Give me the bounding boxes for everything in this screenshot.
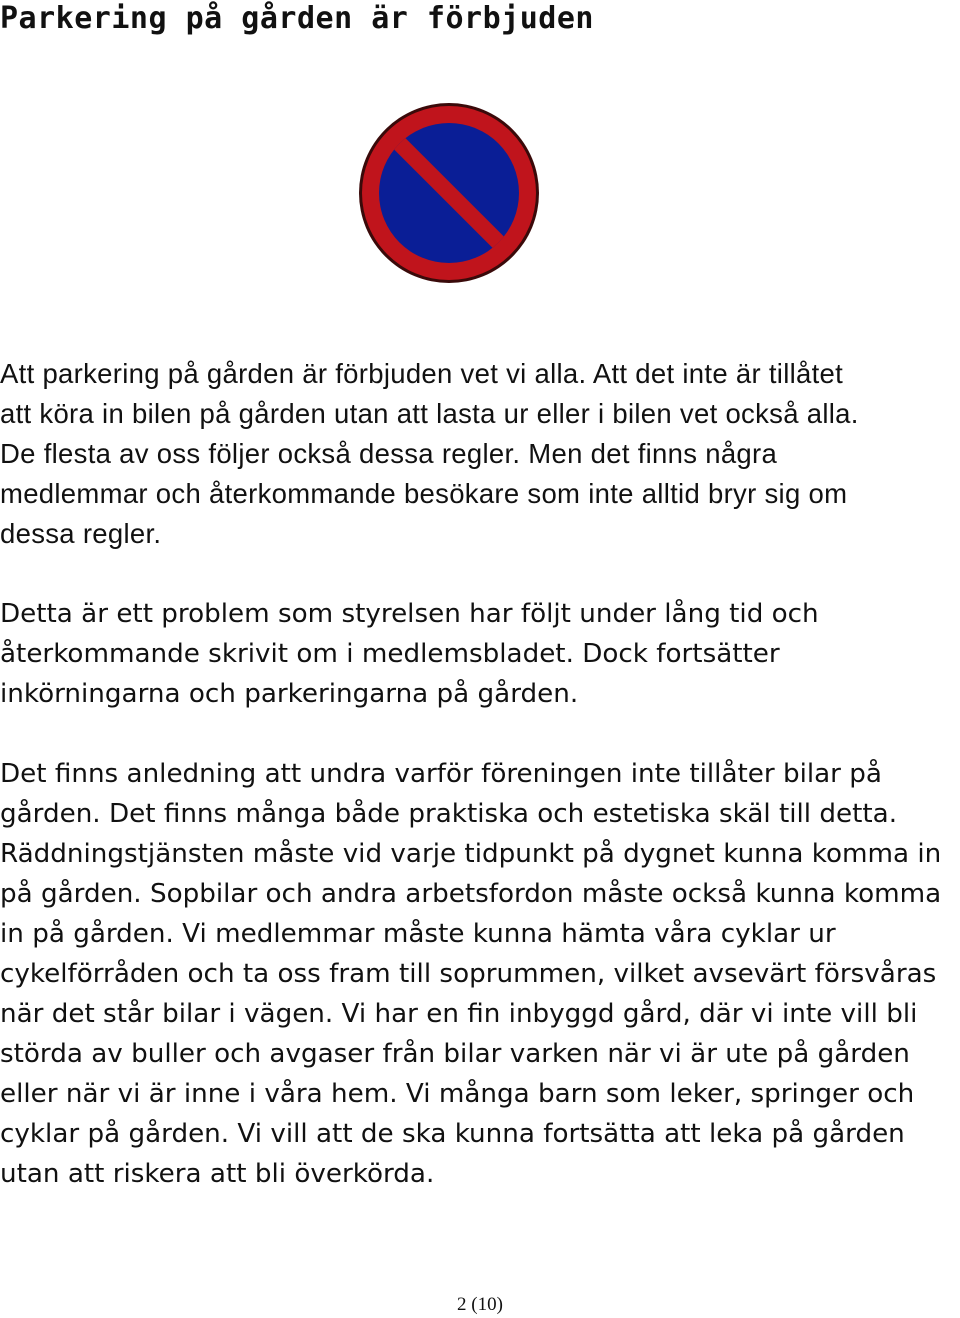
paragraph-line: på gården. Sopbilar och andra arbetsfordon måste också kunna komma xyxy=(0,879,942,909)
paragraph-line: störda av buller och avgaser från bilar varken när vi är ute på gården xyxy=(0,1039,910,1069)
paragraph-intro xyxy=(0,354,960,554)
paragraph-line: gården. Det finns många både praktiska och estetiska skäl till detta. xyxy=(0,799,898,829)
paragraph-line: medlemmar och återkommande besökare som inte alltid bryr sig om xyxy=(0,478,848,509)
paragraph-line: De flesta av oss följer också dessa regler. Men det finns några xyxy=(0,438,778,469)
page-number: 2 (10) xyxy=(457,1294,503,1315)
paragraph-line: Räddningstjänsten måste vid varje tidpunkt på dygnet kunna komma in xyxy=(0,839,942,869)
paragraph-reasons xyxy=(0,754,960,1194)
paragraph-line: Att parkering på gården är förbjuden vet vi alla. Att det inte är tillåtet xyxy=(0,358,844,389)
paragraph-line: inkörningarna och parkeringarna på gården. xyxy=(0,679,579,709)
no-parking-sign-icon xyxy=(356,100,542,286)
paragraph-line: cyklar på gården. Vi vill att de ska kunna fortsätta att leka på gården xyxy=(0,1119,905,1149)
paragraph-line: in på gården. Vi medlemmar måste kunna hämta våra cyklar ur xyxy=(0,919,836,949)
paragraph-line: utan att riskera att bli överkörda. xyxy=(0,1159,435,1189)
paragraph-line: eller när vi är inne i våra hem. Vi många barn som leker, springer och xyxy=(0,1079,915,1109)
paragraph-line: att köra in bilen på gården utan att lasta ur eller i bilen vet också alla. xyxy=(0,398,859,429)
paragraph-line: Detta är ett problem som styrelsen har följt under lång tid och xyxy=(0,599,819,629)
paragraph-line: återkommande skrivit om i medlemsbladet. Dock fortsätter xyxy=(0,639,780,669)
paragraph-problem xyxy=(0,594,960,714)
page-title: Parkering på gården är förbjuden xyxy=(0,1,594,36)
paragraph-line: dessa regler. xyxy=(0,518,162,549)
paragraph-line: när det står bilar i vägen. Vi har en fin inbyggd gård, där vi inte vill bli xyxy=(0,999,918,1029)
paragraph-line: Det finns anledning att undra varför föreningen inte tillåter bilar på xyxy=(0,759,882,789)
paragraph-line: cykelförråden och ta oss fram till soprummen, vilket avsevärt försvåras xyxy=(0,959,937,989)
